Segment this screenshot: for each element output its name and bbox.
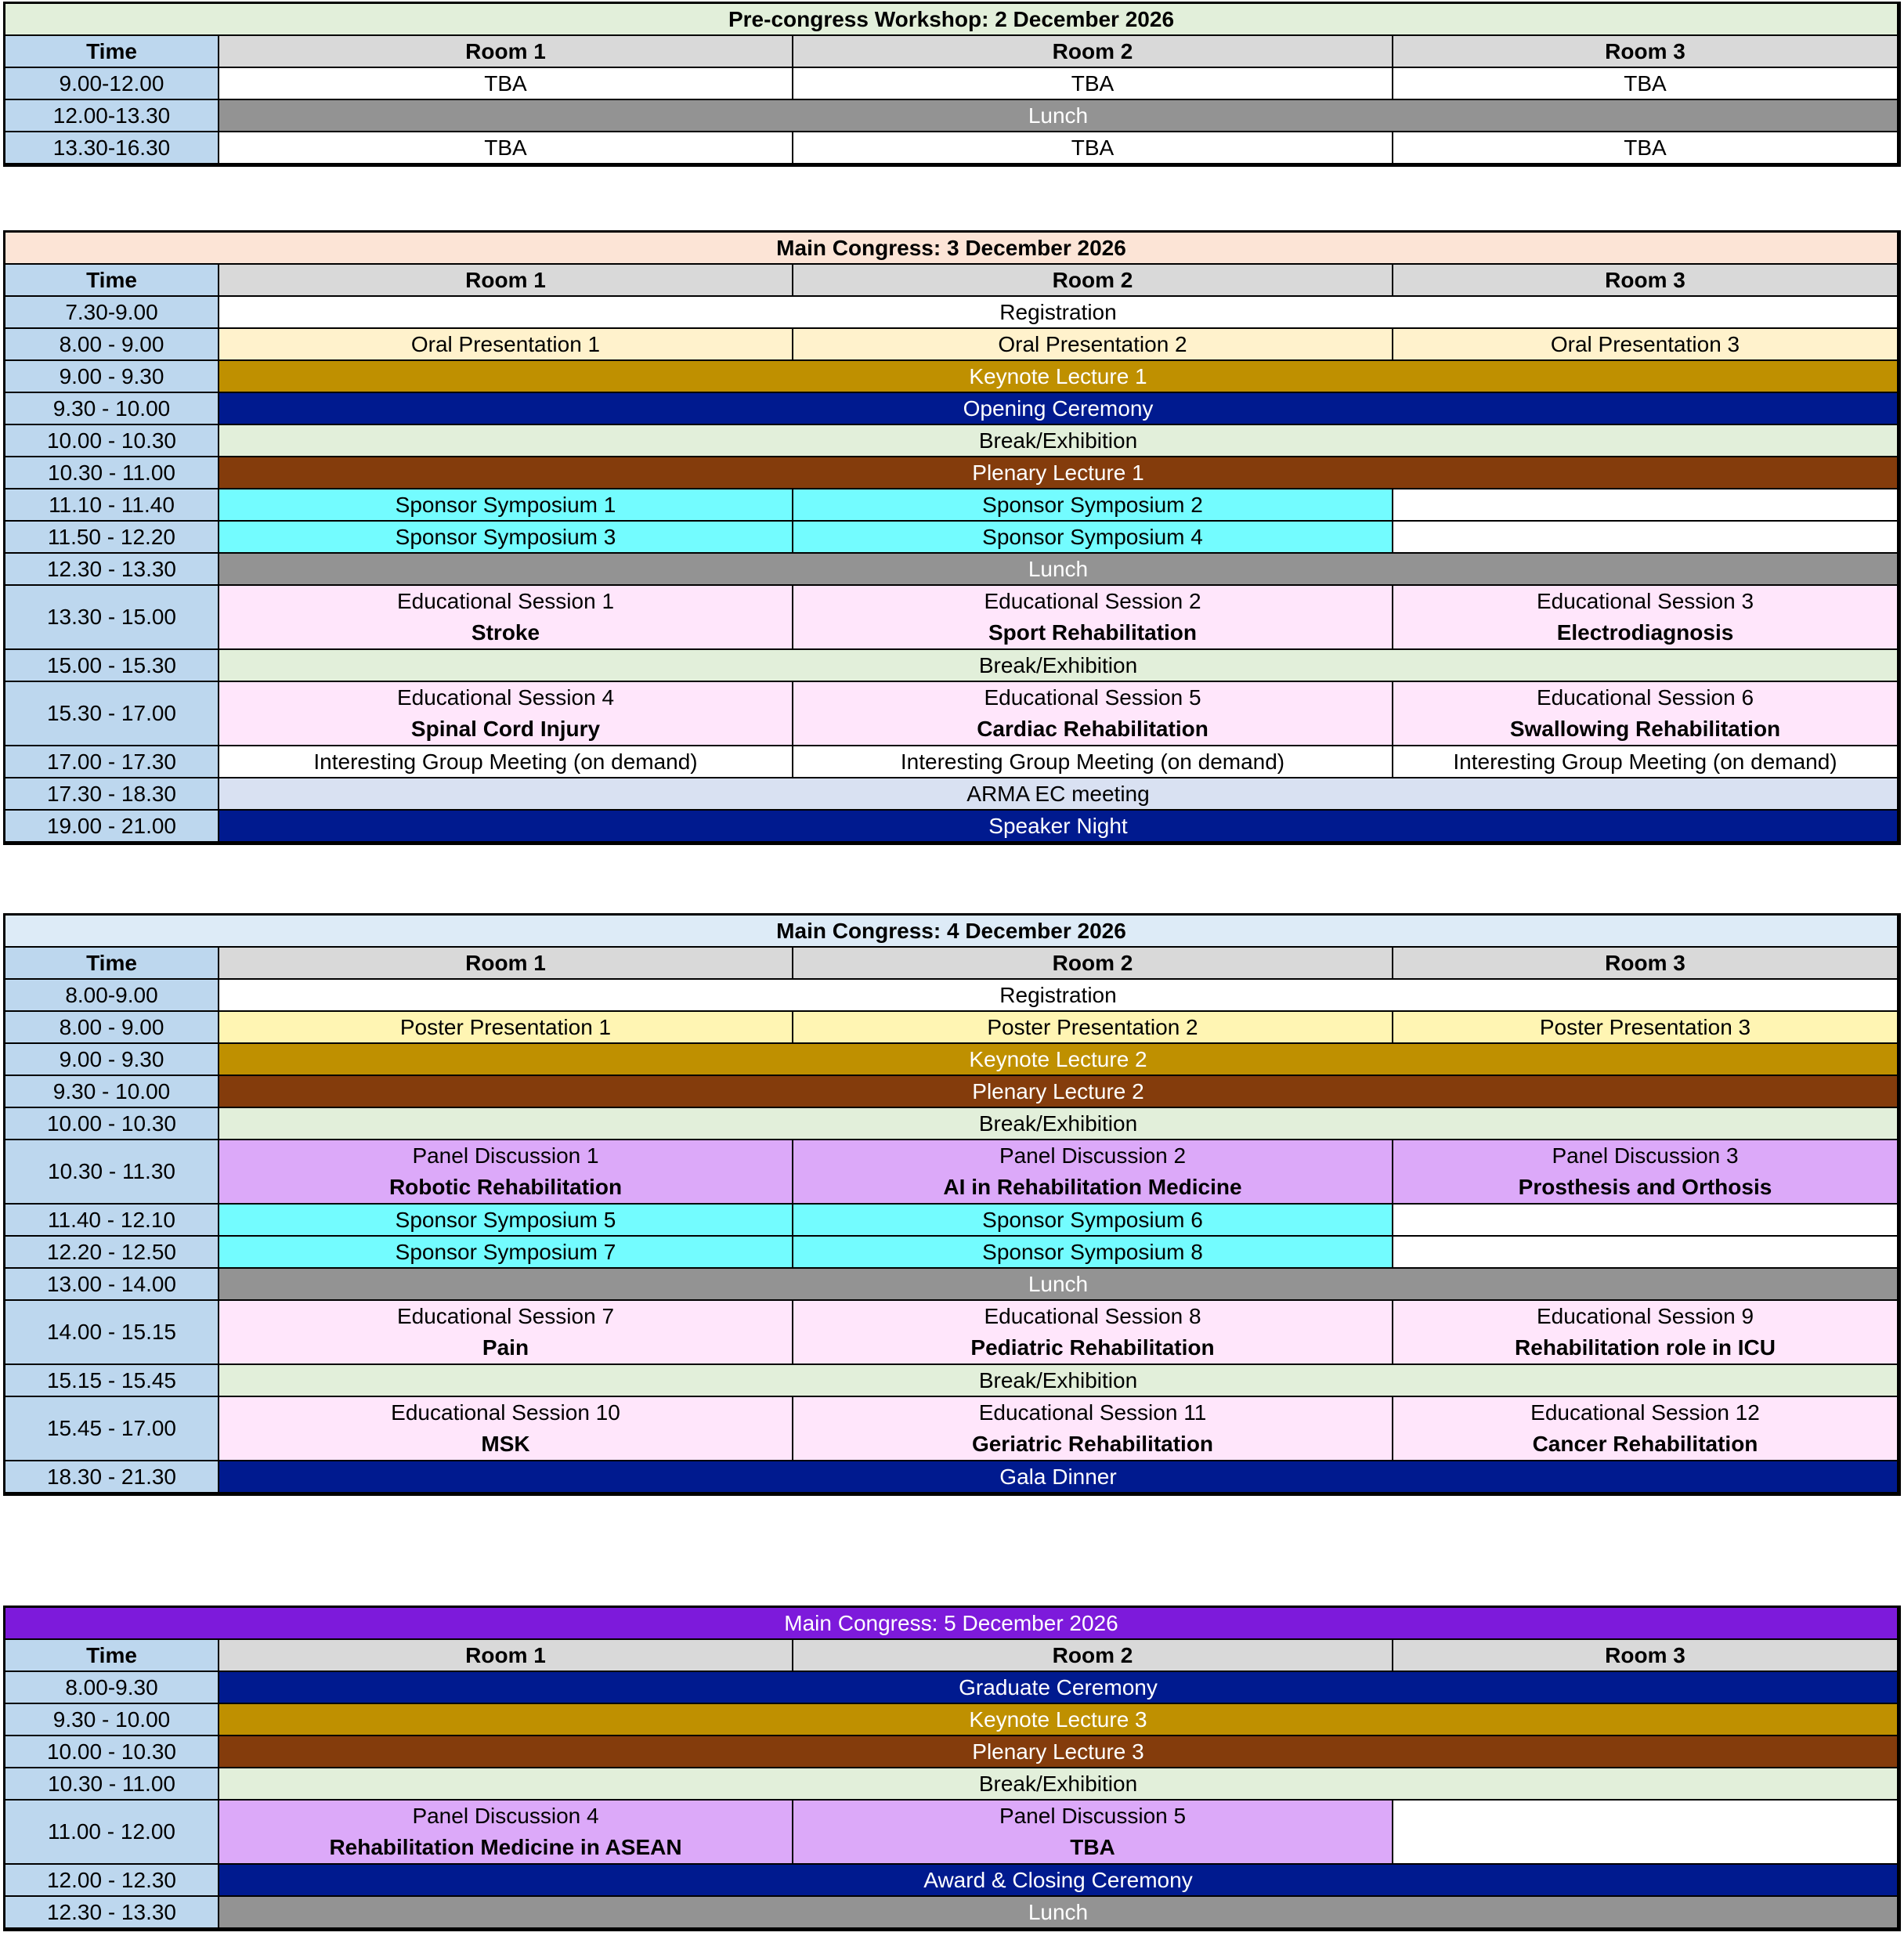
time-slot: 10.00 - 10.30 — [5, 1108, 219, 1140]
room-3-column-header: Room 3 — [1393, 1640, 1899, 1672]
session-title: Poster Presentation 2 — [987, 1014, 1198, 1039]
plenary-session-cell — [219, 100, 1899, 132]
session-cell — [1393, 1237, 1899, 1269]
plenary-session-cell — [219, 425, 1899, 457]
session-cell — [219, 522, 793, 554]
session-cell — [793, 329, 1393, 361]
plenary-session-cell — [219, 778, 1899, 811]
room-1-column-header: Room 1 — [219, 265, 793, 297]
plenary-session-cell — [219, 650, 1899, 682]
room-3-column-header: Room 3 — [1393, 948, 1899, 980]
time-slot: 17.30 - 18.30 — [5, 778, 219, 811]
session-topic: Electrodiagnosis — [1556, 620, 1734, 645]
session-title: Lunch — [1028, 1271, 1089, 1296]
session-title: Registration — [999, 982, 1117, 1007]
time-column-header: Time — [5, 36, 219, 68]
session-cell — [793, 586, 1393, 650]
session-cell — [793, 1237, 1393, 1269]
session-cell — [219, 1237, 793, 1269]
room-2-column-header: Room 2 — [793, 265, 1393, 297]
time-slot: 10.30 - 11.00 — [5, 1768, 219, 1801]
time-slot: 8.00-9.30 — [5, 1672, 219, 1704]
session-title: Keynote Lecture 2 — [969, 1046, 1147, 1071]
plenary-session-cell — [219, 1704, 1899, 1736]
session-topic: AI in Rehabilitation Medicine — [943, 1175, 1242, 1199]
session-topic: Spinal Cord Injury — [410, 717, 601, 741]
room-1-column-header: Room 1 — [219, 36, 793, 68]
session-cell — [1393, 329, 1899, 361]
session-cell — [793, 68, 1393, 100]
time-slot: 9.30 - 10.00 — [5, 393, 219, 425]
time-slot: 14.00 - 15.15 — [5, 1301, 219, 1365]
time-slot: 12.00-13.30 — [5, 100, 219, 132]
session-cell — [219, 68, 793, 100]
time-slot: 18.30 - 21.30 — [5, 1461, 219, 1494]
session-cell — [793, 1301, 1393, 1365]
session-title: TBA — [1624, 70, 1667, 96]
session-title: Panel Discussion 1 — [412, 1143, 599, 1168]
session-topic: Geriatric Rehabilitation — [971, 1432, 1214, 1456]
session-cell — [1393, 682, 1899, 746]
session-title: TBA — [484, 135, 527, 160]
schedule-section — [3, 230, 1901, 845]
session-cell — [793, 746, 1393, 778]
session-title: Graduate Ceremony — [959, 1674, 1158, 1699]
session-title: ARMA EC meeting — [966, 781, 1150, 806]
session-cell — [219, 1397, 793, 1461]
session-title: Educational Session 3 — [1536, 589, 1754, 613]
plenary-session-cell — [219, 1044, 1899, 1076]
session-cell — [219, 329, 793, 361]
time-slot: 11.40 - 12.10 — [5, 1205, 219, 1237]
session-title: Gala Dinner — [999, 1464, 1117, 1489]
time-slot: 13.00 - 14.00 — [5, 1269, 219, 1301]
session-title: Poster Presentation 3 — [1539, 1014, 1751, 1039]
session-topic: Robotic Rehabilitation — [388, 1175, 623, 1199]
session-title: Panel Discussion 2 — [999, 1143, 1187, 1168]
session-title: Plenary Lecture 3 — [972, 1739, 1144, 1764]
time-slot: 11.50 - 12.20 — [5, 522, 219, 554]
session-title: Opening Ceremony — [963, 396, 1154, 421]
session-title: Educational Session 1 — [396, 589, 615, 613]
session-title: Registration — [999, 299, 1117, 324]
section-title: Main Congress: 3 December 2026 — [5, 233, 1899, 265]
session-topic: Swallowing Rehabilitation — [1509, 717, 1781, 741]
plenary-session-cell — [219, 980, 1899, 1012]
session-topic: Rehabilitation Medicine in ASEAN — [329, 1835, 682, 1859]
plenary-session-cell — [219, 1736, 1899, 1768]
time-slot: 13.30 - 15.00 — [5, 586, 219, 650]
time-slot: 10.30 - 11.30 — [5, 1140, 219, 1205]
time-slot: 12.00 - 12.30 — [5, 1865, 219, 1897]
session-title: Break/Exhibition — [978, 1367, 1138, 1392]
room-2-column-header: Room 2 — [793, 36, 1393, 68]
session-cell — [1393, 489, 1899, 522]
session-title: Sponsor Symposium 4 — [982, 524, 1203, 549]
session-cell — [1393, 1205, 1899, 1237]
session-topic: Cancer Rehabilitation — [1532, 1432, 1758, 1456]
session-cell — [793, 682, 1393, 746]
time-slot: 12.30 - 13.30 — [5, 554, 219, 586]
session-title: Oral Presentation 1 — [410, 331, 601, 356]
schedule-section — [3, 913, 1901, 1496]
session-title: Lunch — [1028, 556, 1089, 581]
time-slot: 9.30 - 10.00 — [5, 1704, 219, 1736]
session-cell — [219, 489, 793, 522]
session-title: Lunch — [1028, 1899, 1089, 1924]
session-title: Educational Session 8 — [984, 1304, 1201, 1328]
plenary-session-cell — [219, 1269, 1899, 1301]
session-title: Interesting Group Meeting (on demand) — [900, 749, 1285, 774]
session-title: Sponsor Symposium 7 — [395, 1239, 616, 1264]
session-cell — [1393, 586, 1899, 650]
session-topic: Prosthesis and Orthosis — [1518, 1175, 1772, 1199]
session-cell — [793, 1140, 1393, 1205]
plenary-session-cell — [219, 811, 1899, 843]
time-slot: 9.00 - 9.30 — [5, 1044, 219, 1076]
session-title: Break/Exhibition — [978, 428, 1138, 453]
session-title: Interesting Group Meeting (on demand) — [313, 749, 698, 774]
session-cell — [1393, 1397, 1899, 1461]
session-cell — [1393, 746, 1899, 778]
plenary-session-cell — [219, 1108, 1899, 1140]
session-topic: TBA — [1070, 1835, 1115, 1859]
time-slot: 11.00 - 12.00 — [5, 1801, 219, 1865]
session-cell — [1393, 68, 1899, 100]
session-topic: Pediatric Rehabilitation — [970, 1335, 1215, 1360]
session-topic: Cardiac Rehabilitation — [977, 717, 1209, 741]
plenary-session-cell — [219, 1865, 1899, 1897]
session-cell — [1393, 132, 1899, 164]
time-slot: 15.30 - 17.00 — [5, 682, 219, 746]
session-title: Speaker Night — [988, 813, 1128, 838]
session-cell — [219, 682, 793, 746]
schedule-section — [3, 1606, 1901, 1931]
session-cell — [793, 522, 1393, 554]
session-cell — [219, 746, 793, 778]
time-slot: 15.00 - 15.30 — [5, 650, 219, 682]
session-title: Keynote Lecture 1 — [969, 363, 1147, 388]
room-2-column-header: Room 2 — [793, 1640, 1393, 1672]
session-title: Interesting Group Meeting (on demand) — [1453, 749, 1837, 774]
plenary-session-cell — [219, 1897, 1899, 1929]
session-cell — [219, 1205, 793, 1237]
session-cell — [793, 1397, 1393, 1461]
section-title: Main Congress: 5 December 2026 — [5, 1608, 1899, 1640]
session-title: Lunch — [1028, 103, 1089, 128]
time-slot: 8.00 - 9.00 — [5, 329, 219, 361]
time-slot: 12.20 - 12.50 — [5, 1237, 219, 1269]
time-slot: 7.30-9.00 — [5, 297, 219, 329]
session-title: Educational Session 12 — [1530, 1400, 1760, 1425]
session-title: Keynote Lecture 3 — [969, 1707, 1147, 1732]
time-slot: 19.00 - 21.00 — [5, 811, 219, 843]
time-slot: 9.00 - 9.30 — [5, 361, 219, 393]
session-title: Educational Session 11 — [978, 1400, 1207, 1425]
session-title: Educational Session 4 — [396, 685, 615, 710]
session-title: Sponsor Symposium 1 — [395, 492, 616, 517]
time-slot: 8.00-9.00 — [5, 980, 219, 1012]
plenary-session-cell — [219, 1672, 1899, 1704]
time-slot: 15.45 - 17.00 — [5, 1397, 219, 1461]
time-slot: 12.30 - 13.30 — [5, 1897, 219, 1929]
session-title: Oral Presentation 3 — [1550, 331, 1740, 356]
session-title: Sponsor Symposium 8 — [982, 1239, 1203, 1264]
session-cell — [219, 1801, 793, 1865]
session-title: Educational Session 5 — [984, 685, 1201, 710]
session-cell — [1393, 1801, 1899, 1865]
plenary-session-cell — [219, 361, 1899, 393]
session-title: Break/Exhibition — [978, 1771, 1138, 1796]
section-title: Main Congress: 4 December 2026 — [5, 916, 1899, 948]
session-title: Plenary Lecture 1 — [972, 460, 1144, 485]
time-slot: 9.00-12.00 — [5, 68, 219, 100]
session-title: Educational Session 10 — [391, 1400, 620, 1425]
time-slot: 10.30 - 11.00 — [5, 457, 219, 489]
time-column-header: Time — [5, 1640, 219, 1672]
session-cell — [219, 586, 793, 650]
session-cell — [219, 1140, 793, 1205]
session-title: TBA — [1071, 70, 1115, 96]
session-title: Panel Discussion 3 — [1552, 1143, 1739, 1168]
time-column-header: Time — [5, 265, 219, 297]
room-3-column-header: Room 3 — [1393, 36, 1899, 68]
time-slot: 8.00 - 9.00 — [5, 1012, 219, 1044]
plenary-session-cell — [219, 1076, 1899, 1108]
time-slot: 15.15 - 15.45 — [5, 1365, 219, 1397]
plenary-session-cell — [219, 393, 1899, 425]
time-slot: 10.00 - 10.30 — [5, 425, 219, 457]
session-cell — [793, 132, 1393, 164]
session-title: Sponsor Symposium 3 — [395, 524, 616, 549]
session-cell — [219, 1012, 793, 1044]
session-title: Award & Closing Ceremony — [923, 1867, 1193, 1892]
session-title: Educational Session 6 — [1536, 685, 1754, 710]
session-cell — [219, 1301, 793, 1365]
time-slot: 13.30-16.30 — [5, 132, 219, 164]
room-3-column-header: Room 3 — [1393, 265, 1899, 297]
session-title: Oral Presentation 2 — [998, 331, 1187, 356]
room-2-column-header: Room 2 — [793, 948, 1393, 980]
room-1-column-header: Room 1 — [219, 1640, 793, 1672]
session-cell — [1393, 1140, 1899, 1205]
time-slot: 17.00 - 17.30 — [5, 746, 219, 778]
plenary-session-cell — [219, 1365, 1899, 1397]
time-slot: 11.10 - 11.40 — [5, 489, 219, 522]
session-title: Panel Discussion 4 — [412, 1804, 599, 1828]
session-cell — [1393, 1301, 1899, 1365]
session-cell — [793, 489, 1393, 522]
session-topic: Rehabilitation role in ICU — [1515, 1335, 1776, 1360]
session-topic: MSK — [481, 1432, 530, 1456]
session-title: Break/Exhibition — [978, 652, 1138, 677]
session-title: Educational Session 2 — [984, 589, 1201, 613]
session-title: Break/Exhibition — [978, 1111, 1138, 1136]
room-1-column-header: Room 1 — [219, 948, 793, 980]
session-cell — [1393, 1012, 1899, 1044]
session-topic: Pain — [482, 1335, 529, 1360]
session-cell — [1393, 522, 1899, 554]
session-title: Educational Session 9 — [1536, 1304, 1754, 1328]
session-title: Sponsor Symposium 2 — [982, 492, 1203, 517]
session-topic: Stroke — [471, 620, 540, 645]
session-title: Plenary Lecture 2 — [972, 1078, 1144, 1103]
session-cell — [219, 132, 793, 164]
session-title: TBA — [1071, 135, 1115, 160]
plenary-session-cell — [219, 297, 1899, 329]
session-title: TBA — [484, 70, 527, 96]
session-title: Panel Discussion 5 — [999, 1804, 1187, 1828]
schedule-section — [3, 2, 1901, 167]
time-slot: 9.30 - 10.00 — [5, 1076, 219, 1108]
plenary-session-cell — [219, 1461, 1899, 1494]
session-title: Poster Presentation 1 — [399, 1014, 612, 1039]
session-cell — [793, 1205, 1393, 1237]
session-topic: Sport Rehabilitation — [988, 620, 1197, 645]
time-slot: 10.00 - 10.30 — [5, 1736, 219, 1768]
plenary-session-cell — [219, 457, 1899, 489]
session-title: Sponsor Symposium 6 — [982, 1207, 1203, 1232]
session-title: TBA — [1624, 135, 1667, 160]
time-column-header: Time — [5, 948, 219, 980]
session-title: Sponsor Symposium 5 — [395, 1207, 616, 1232]
session-cell — [793, 1012, 1393, 1044]
section-title: Pre-congress Workshop: 2 December 2026 — [5, 4, 1899, 36]
session-cell — [793, 1801, 1393, 1865]
plenary-session-cell — [219, 1768, 1899, 1801]
plenary-session-cell — [219, 554, 1899, 586]
session-title: Educational Session 7 — [396, 1304, 615, 1328]
